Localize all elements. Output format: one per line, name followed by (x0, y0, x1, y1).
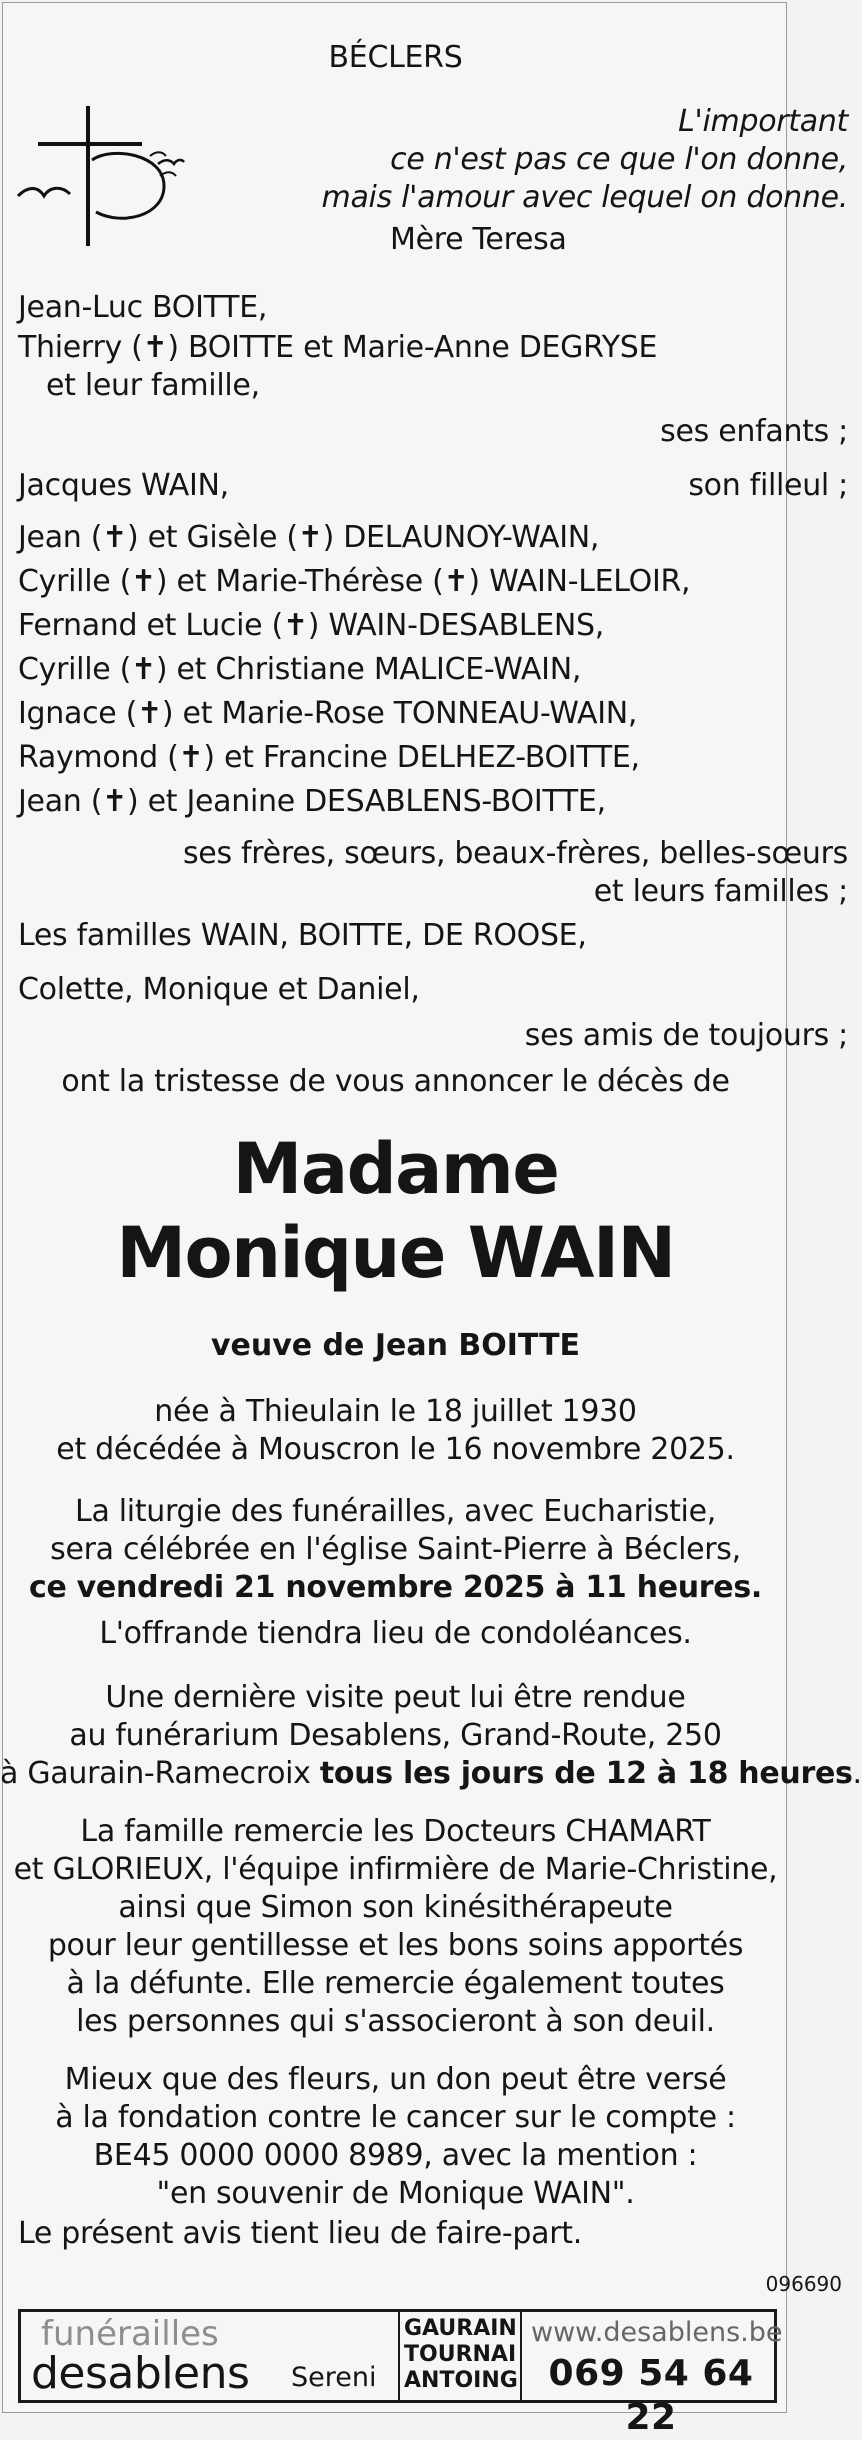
thanks-line: et GLORIEUX, l'équipe infirmière de Marie-Christine, (13, 1852, 778, 1887)
quote-line: L'important (678, 104, 848, 139)
quote-line: mais l'amour avec lequel on donne. (321, 180, 848, 215)
town-name: GAURAIN (404, 2316, 517, 2341)
announcement: ont la tristesse de vous annoncer le décès de (61, 1064, 730, 1099)
closing-line: Le présent avis tient lieu de faire-part. (18, 2216, 582, 2251)
donation-line: "en souvenir de Monique WAIN". (156, 2176, 635, 2211)
role-label: son filleul ; (688, 468, 848, 503)
widow-of: veuve de Jean BOITTE (210, 1328, 581, 1363)
family-line: Cyrille (✝) et Marie-Thérèse (✝) WAIN-LELOIR, (18, 564, 691, 599)
thanks-line: ainsi que Simon son kinésithérapeute (118, 1890, 673, 1925)
family-line: Raymond (✝) et Francine DELHEZ-BOITTE, (18, 740, 640, 775)
family-line: Jean (✝) et Gisèle (✝) DELAUNOY-WAIN, (18, 520, 600, 555)
thanks-line: pour leur gentillesse et les bons soins apportés (47, 1928, 744, 1963)
family-line: Thierry (✝) BOITTE et Marie-Anne DEGRYSE (18, 330, 658, 365)
thanks-line: les personnes qui s'associeront à son deuil. (76, 2004, 715, 2039)
family-line: Cyrille (✝) et Christiane MALICE-WAIN, (18, 652, 582, 687)
quote-line: ce n'est pas ce que l'on donne, (390, 142, 848, 177)
reference-number: 096690 (765, 2272, 842, 2296)
family-line: Jean (✝) et Jeanine DESABLENS-BOITTE, (18, 784, 606, 819)
phone-number: 069 54 64 22 (548, 2353, 754, 2438)
death-line: et décédée à Mouscron le 16 novembre 2025. (56, 1432, 735, 1467)
website-link[interactable]: www.desablens.be (531, 2317, 783, 2348)
brand-tagline: funérailles (41, 2314, 219, 2354)
towns-list (404, 2316, 518, 2394)
brand-suffix: Sereni (291, 2362, 377, 2393)
donation-line: à la fondation contre le cancer sur le compte : (55, 2100, 736, 2135)
funeral-home-banner (18, 2309, 783, 2438)
family-line: Fernand et Lucie (✝) WAIN-DESABLENS, (18, 608, 605, 643)
family-line: et leur famille, (46, 368, 260, 403)
banner-divider (398, 2312, 400, 2400)
birth-line: née à Thieulain le 18 juillet 1930 (154, 1394, 637, 1429)
family-line: Colette, Monique et Daniel, (18, 972, 420, 1007)
town-name: TOURNAI (404, 2342, 517, 2367)
family-line: Jean-Luc BOITTE, (18, 290, 268, 325)
thanks-line: La famille remercie les Docteurs CHAMART (80, 1814, 711, 1849)
deceased-name: Monique WAIN (116, 1212, 675, 1294)
banner-divider (520, 2312, 522, 2400)
visit-hours-line: à Gaurain-Ramecroix tous les jours de 12 à 18 heures. (0, 1756, 862, 1791)
brand-name: desablens (31, 2348, 250, 2399)
family-line: Jacques WAIN, (18, 468, 229, 503)
location-header: BÉCLERS (328, 40, 463, 75)
family-line: Les familles WAIN, BOITTE, DE ROOSE, (18, 918, 587, 953)
role-label: ses enfants ; (660, 414, 848, 449)
quote-author: Mère Teresa (390, 222, 567, 257)
donation-line: Mieux que des fleurs, un don peut être versé (64, 2062, 727, 2097)
liturgy-line: sera célébrée en l'église Saint-Pierre à Béclers, (50, 1532, 741, 1567)
visit-line: au funérarium Desablens, Grand-Route, 250 (69, 1718, 722, 1753)
deceased-title: Madame (232, 1128, 559, 1210)
offering-line: L'offrande tiendra lieu de condoléances. (99, 1616, 692, 1651)
town-name: ANTOING (404, 2368, 518, 2393)
donation-line: BE45 0000 0000 8989, avec la mention : (93, 2138, 698, 2173)
family-line: Ignace (✝) et Marie-Rose TONNEAU-WAIN, (18, 696, 638, 731)
role-label: ses amis de toujours ; (524, 1018, 848, 1053)
liturgy-line: La liturgie des funérailles, avec Eucharistie, (75, 1494, 716, 1529)
visit-line: Une dernière visite peut lui être rendue (105, 1680, 686, 1715)
role-label: et leurs familles ; (593, 874, 848, 909)
thanks-line: à la défunte. Elle remercie également toutes (66, 1966, 725, 2001)
cross-and-birds-icon (14, 104, 184, 250)
liturgy-date: ce vendredi 21 novembre 2025 à 11 heures. (28, 1570, 762, 1605)
role-label: ses frères, sœurs, beaux-frères, belles-sœurs (182, 836, 848, 871)
